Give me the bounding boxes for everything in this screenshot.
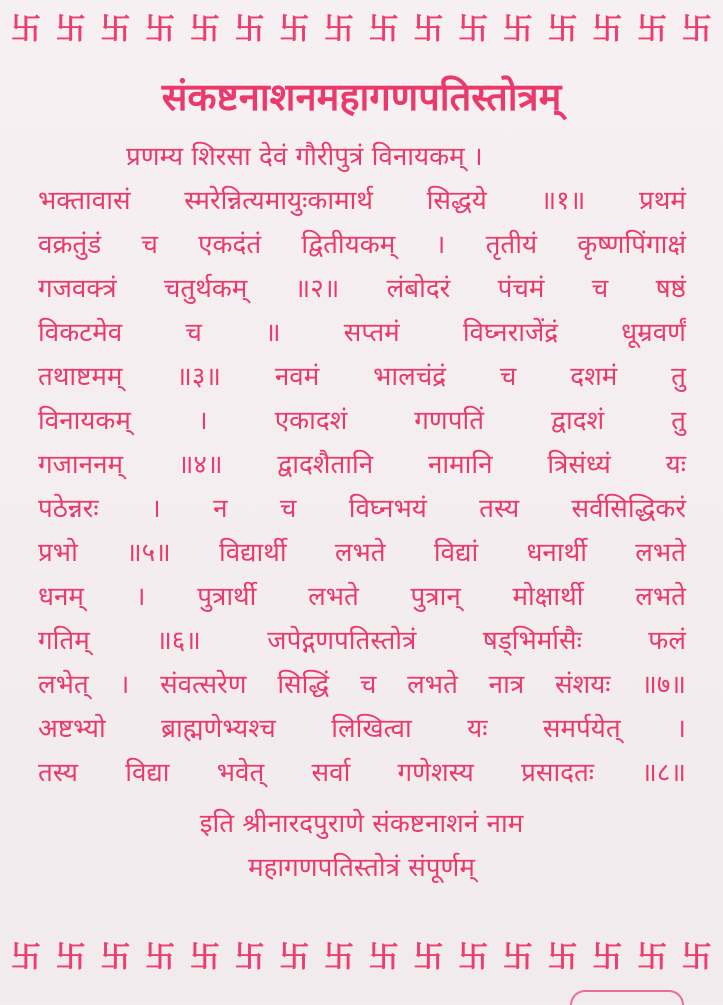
verse-word: गजवक्त्रं — [38, 274, 117, 304]
verse-word: ॥४॥ — [177, 450, 223, 480]
swastika-symbol: 卐 — [368, 12, 399, 47]
verse-word: । — [197, 406, 208, 436]
verse-word: लभते — [407, 670, 458, 700]
swastika-symbol: 卐 — [100, 12, 131, 47]
verse-word: सर्वसिद्धिकरं — [571, 494, 686, 524]
verse-word: ॥ — [265, 318, 281, 348]
verse-word: षष्ठं — [655, 274, 686, 304]
verse-word: स्मरेन्नित्यमायुःकामार्थ — [184, 186, 373, 216]
verse-word: भालचंद्रं — [373, 362, 447, 392]
verse-word: ब्राह्मणेभ्यश्च — [161, 714, 276, 744]
swastika-symbol: 卐 — [234, 12, 265, 47]
verse-line-8 — [38, 450, 686, 480]
swastika-symbol: 卐 — [324, 940, 355, 975]
verse-word: नात्र — [488, 670, 525, 700]
verse-word: । — [135, 582, 146, 612]
verse-word: च — [359, 670, 377, 700]
verse-word: अष्टभ्यो — [38, 714, 106, 744]
swastika-symbol: 卐 — [55, 12, 86, 47]
top-swastika-border — [10, 12, 713, 48]
verse-word: लभते — [308, 582, 359, 612]
verse-word: च — [591, 274, 609, 304]
verse-line-2 — [38, 186, 686, 216]
colophon-line-1: इति श्रीनारदपुराणे संकष्टनाशनं नाम — [199, 809, 524, 839]
verse-word: लभते — [334, 538, 386, 568]
verse-word: लभते — [635, 538, 686, 568]
verse-word: । — [150, 494, 161, 524]
verse-line-1: प्रणम्य शिरसा देवं गौरीपुत्रं विनायकम् । — [126, 142, 483, 172]
verse-word: विद्यां — [433, 538, 479, 568]
swastika-symbol: 卐 — [279, 940, 310, 975]
verse-word: तस्य — [38, 758, 79, 788]
verse-word: भक्तावासं — [38, 186, 131, 216]
verse-word: एकादशं — [274, 406, 348, 436]
verse-word: यः — [665, 450, 686, 480]
verse-line-3 — [38, 230, 686, 260]
verse-word: सर्वा — [311, 758, 351, 788]
verse-word: ॥६॥ — [156, 626, 201, 656]
verse-word: त्रिसंध्यं — [547, 450, 611, 480]
swastika-symbol: 卐 — [11, 940, 41, 975]
verse-word: ॥३॥ — [176, 362, 221, 392]
verse-word: न — [213, 494, 228, 524]
verse-word: प्रभो — [38, 538, 78, 568]
verse-word: सिद्धये — [426, 186, 487, 216]
verse-word: मोक्षार्थी — [512, 582, 584, 612]
verse-word: संशयः — [554, 670, 611, 700]
verse-word: तथाष्टमम् — [38, 362, 123, 392]
verse-word: विघ्नभयं — [348, 494, 427, 524]
verse-word: द्वादशैतानि — [277, 450, 374, 480]
verse-word: वक्रतुंडं — [38, 230, 102, 260]
verse-word: लंबोदरं — [386, 274, 451, 304]
verse-word: फलं — [648, 626, 686, 656]
swastika-symbol: 卐 — [234, 940, 265, 975]
verse-word: विघ्नराजेंद्रं — [462, 318, 559, 348]
swastika-symbol: 卐 — [458, 940, 489, 975]
swastika-symbol: 卐 — [502, 940, 533, 975]
swastika-symbol: 卐 — [55, 940, 86, 975]
swastika-symbol: 卐 — [458, 12, 489, 47]
swastika-symbol: 卐 — [279, 12, 310, 47]
swastika-symbol: 卐 — [413, 12, 444, 47]
verse-line-11 — [38, 582, 686, 612]
verse-word: पंचमं — [497, 274, 545, 304]
verse-word: धनार्थी — [526, 538, 587, 568]
verse-word: षड्भिर्मासैः — [482, 626, 582, 656]
verse-word: ॥१॥ — [540, 186, 586, 216]
verse-word: ॥८॥ — [641, 758, 686, 788]
verse-word: तु — [671, 362, 686, 392]
swastika-symbol: 卐 — [547, 12, 578, 47]
verse-word: ॥५॥ — [126, 538, 171, 568]
verse-word: विनायकम् — [38, 406, 131, 436]
verse-word: कृष्णपिंगाक्षं — [577, 230, 686, 260]
swastika-symbol: 卐 — [592, 12, 623, 47]
swastika-symbol: 卐 — [592, 940, 623, 975]
verse-line-12 — [38, 626, 686, 656]
swastika-symbol: 卐 — [637, 12, 668, 47]
verse-word: प्रथमं — [639, 186, 686, 216]
bottom-swastika-border — [10, 940, 713, 976]
verse-word: गतिम् — [38, 626, 90, 656]
verse-line-14 — [38, 714, 686, 744]
verse-word: प्रसादतः — [521, 758, 595, 788]
colophon-line-2: महागणपतिस्तोत्रं संपूर्णम् — [248, 853, 475, 883]
swastika-symbol: 卐 — [681, 940, 712, 975]
verse-word: लिखित्वा — [331, 714, 412, 744]
verse-word: द्वादशं — [551, 406, 605, 436]
swastika-symbol: 卐 — [413, 940, 444, 975]
verse-word: समर्पयेत् — [542, 714, 621, 744]
verse-word: नामानि — [427, 450, 493, 480]
verse-word: विकटमेव — [38, 318, 123, 348]
swastika-symbol: 卐 — [547, 940, 578, 975]
verse-line-9 — [38, 494, 686, 524]
swastika-symbol: 卐 — [100, 940, 131, 975]
verse-word: लभते — [635, 582, 686, 612]
verse-word: विद्यार्थी — [218, 538, 287, 568]
verse-word: च — [185, 318, 202, 348]
verse-word: पुत्रार्थी — [197, 582, 257, 612]
verse-line-7 — [38, 406, 686, 436]
verse-word: नवमं — [274, 362, 320, 392]
verse-word: गजाननम् — [38, 450, 124, 480]
verse-word: । — [676, 714, 686, 744]
verse-word: धनम् — [38, 582, 84, 612]
verse-word: विद्या — [125, 758, 170, 788]
verse-word: । — [119, 670, 130, 700]
verse-word: सिद्धिं — [277, 670, 330, 700]
swastika-symbol: 卐 — [145, 940, 176, 975]
page-title: संकष्टनाशनमहागणपतिस्तोत्रम् — [161, 75, 562, 119]
verse-word: पठेन्नरः — [38, 494, 99, 524]
swastika-symbol: 卐 — [189, 12, 220, 47]
verse-line-4 — [38, 274, 686, 304]
verse-word: गणेशस्य — [397, 758, 474, 788]
swastika-symbol: 卐 — [145, 12, 176, 47]
verse-word: तु — [671, 406, 686, 436]
verse-line-10 — [38, 538, 686, 568]
verse-word: च — [499, 362, 517, 392]
verse-line-6 — [38, 362, 686, 392]
swastika-symbol: 卐 — [502, 12, 533, 47]
verse-word: एकदंतं — [198, 230, 262, 260]
verse-word: गणपतिं — [414, 406, 485, 436]
verse-word: तृतीयं — [485, 230, 538, 260]
verse-word: दशमं — [570, 362, 618, 392]
verse-word: सप्तमं — [343, 318, 400, 348]
verse-word: यः — [467, 714, 488, 744]
verse-word: चतुर्थकम् — [163, 274, 248, 304]
swastika-symbol: 卐 — [11, 12, 41, 47]
swastika-symbol: 卐 — [189, 940, 220, 975]
verse-word: ॥७॥ — [641, 670, 686, 700]
verse-word: भवेत् — [216, 758, 265, 788]
verse-line-13 — [38, 670, 686, 700]
verse-word: धूम्रवर्णं — [621, 318, 686, 348]
verse-word: पुत्रान् — [410, 582, 461, 612]
swastika-symbol: 卐 — [324, 12, 355, 47]
verse-word: संवत्सरेण — [160, 670, 247, 700]
verse-line-15 — [38, 758, 686, 788]
verse-word: । — [435, 230, 446, 260]
verse-word: च — [141, 230, 158, 260]
verse-word: जपेद्गणपतिस्तोत्रं — [267, 626, 417, 656]
swastika-symbol: 卐 — [637, 940, 668, 975]
verse-word: लभेत् — [38, 670, 89, 700]
swastika-symbol: 卐 — [368, 940, 399, 975]
swastika-symbol: 卐 — [681, 12, 712, 47]
verse-word: तस्य — [479, 494, 520, 524]
verse-word: द्वितीयकम् — [301, 230, 396, 260]
verse-word: च — [279, 494, 297, 524]
verse-line-5 — [38, 318, 686, 348]
verse-word: ॥२॥ — [294, 274, 340, 304]
